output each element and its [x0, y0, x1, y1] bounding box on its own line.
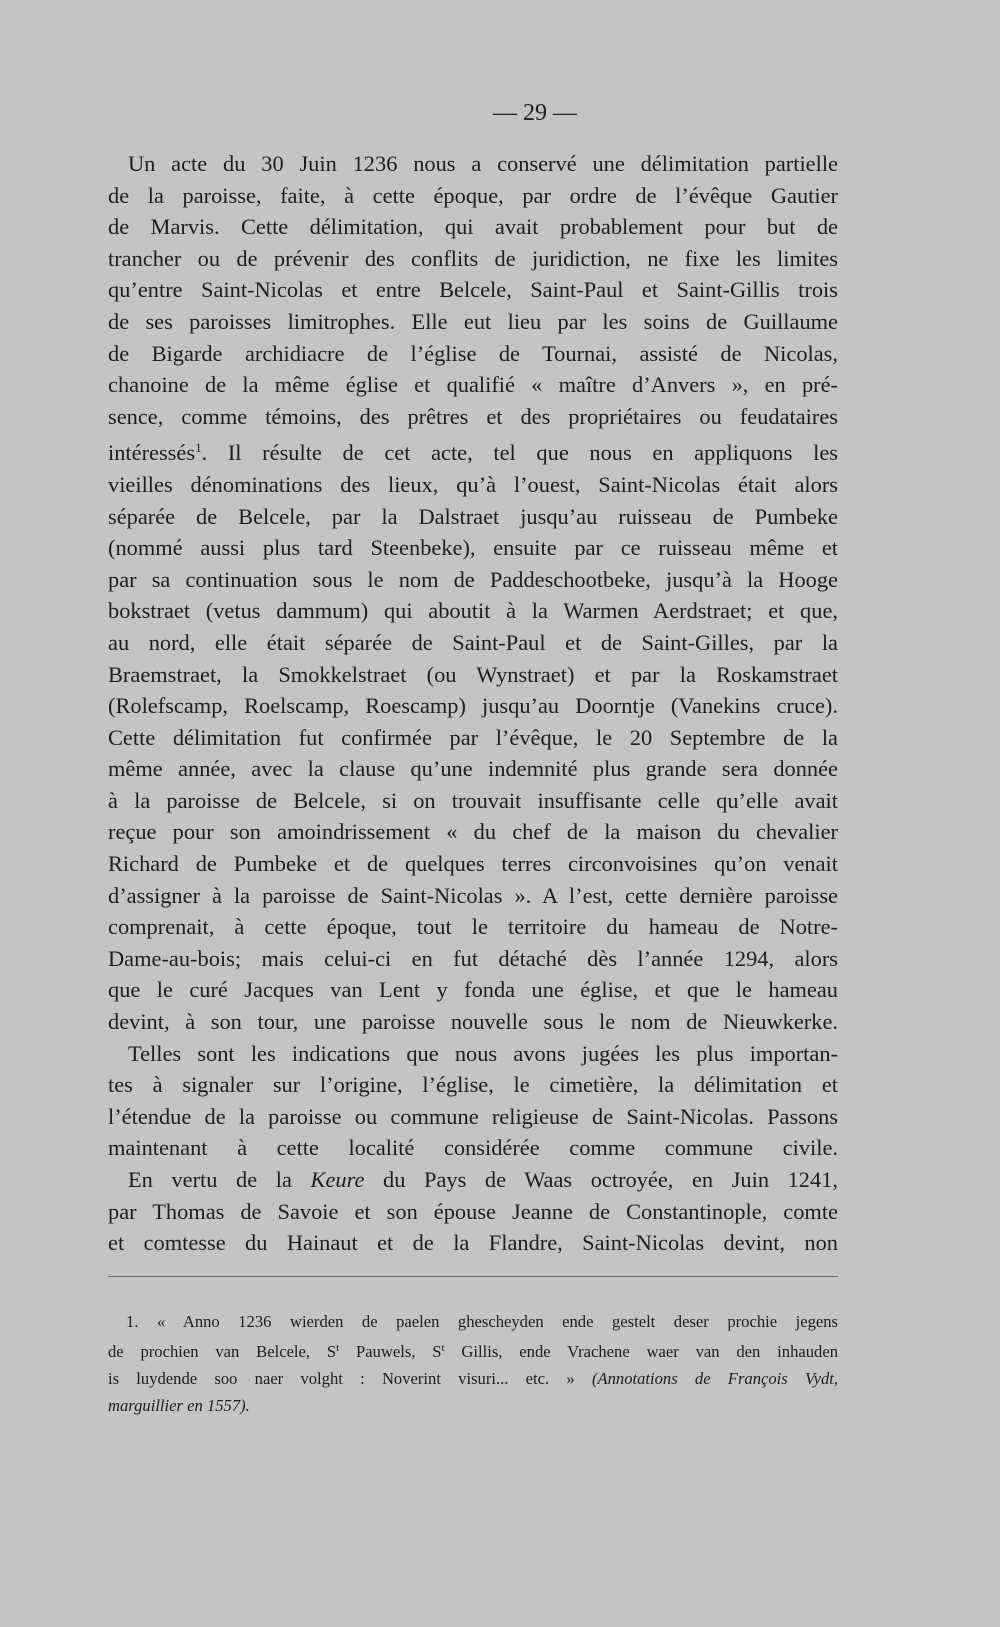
- body-line-10a: intéressés: [108, 440, 196, 466]
- footnote-line-2: [108, 1335, 838, 1365]
- body-line-12: séparée de Belcele, par la Dalstraet jusqu’au ruisseau de Pumbeke: [108, 503, 838, 529]
- body-line-30: tes à signaler sur l’origine, l’église, le cimetière, la délimitation et: [108, 1072, 838, 1098]
- body-line-22: reçue pour son amoindrissement « du chef de la maison du chevalier: [108, 819, 838, 845]
- body-line-18: (Rolefscamp, Roelscamp, Roescamp) jusqu’au Doorntje (Vanekins cruce).: [108, 693, 838, 719]
- body-line-32: maintenant à cette localité considérée comme commune civile.: [108, 1135, 838, 1161]
- body-line-11: vieilles dénominations des lieux, qu’à l’ouest, Saint-Nicolas était alors: [108, 471, 838, 497]
- footnote-line-3b: (Annotations de François Vydt,: [591, 1369, 838, 1388]
- body-line-31: l’étendue de la paroisse ou commune religieuse de Saint-Nicolas. Passons: [108, 1103, 838, 1129]
- body-line-1: Un acte du 30 Juin 1236 nous a conservé une délimitation partielle: [128, 151, 838, 176]
- body-line-16: au nord, elle était séparée de Saint-Paul et de Saint-Gilles, par la: [108, 629, 838, 655]
- body-line-23: Richard de Pumbeke et de quelques terres circonvoisines qu’on venait: [108, 851, 838, 877]
- body-line-3: de Marvis. Cette délimitation, qui avait probablement pour but de: [108, 214, 838, 240]
- body-line-29: Telles sont les indications que nous avons jugées les plus importan-: [128, 1040, 838, 1066]
- footnote-sup-1: t: [336, 1342, 340, 1354]
- body-line-13: (nommé aussi plus tard Steenbeke), ensuite par ce ruisseau même et: [108, 535, 838, 561]
- body-line-8: chanoine de la même église et qualifié « maître d’Anvers », en pré-: [108, 372, 838, 398]
- footnote-line-4: marguillier en 1557).: [108, 1396, 250, 1415]
- footnote-sup-2: t: [441, 1342, 445, 1354]
- body-line-10b: . Il résulte de cet acte, tel que nous en appliquons les: [201, 440, 838, 466]
- body-line-26: Dame-au-bois; mais celui-ci en fut détaché dès l’année 1294, alors: [108, 945, 838, 971]
- body-line-24: d’assigner à la paroisse de Saint-Nicolas ». A l’est, cette dernière paroisse: [108, 882, 838, 908]
- body-line-10: [108, 432, 838, 469]
- body-line-35: et comtesse du Hainaut et de la Flandre, Saint-Nicolas devint, non: [108, 1230, 838, 1256]
- body-line-33b: du Pays de Waas octroyée, en Juin 1241,: [383, 1167, 838, 1192]
- body-line-17: Braemstraet, la Smokkelstraet (ou Wynstraet) et par la Roskamstraet: [108, 661, 838, 687]
- footnote-line-2c: Gillis, ende Vrachene waer van den inhauden: [444, 1342, 838, 1361]
- footnote-line-2b: Pauwels, S: [339, 1342, 442, 1361]
- body-line-9: sence, comme témoins, des prêtres et des propriétaires ou feudataires: [108, 403, 838, 429]
- body-line-25: comprenait, à cette époque, tout le territoire du hameau de Notre-: [108, 914, 838, 940]
- body-line-34: par Thomas de Savoie et son épouse Jeanne de Constantinople, comte: [108, 1198, 838, 1224]
- footnote-line-3: [108, 1365, 838, 1392]
- body-line-20: même année, avec la clause qu’une indemnité plus grande sera donnée: [108, 756, 838, 782]
- body-line-28: devint, à son tour, une paroisse nouvelle sous le nom de Nieuwkerke.: [108, 1009, 838, 1035]
- footnote-line-1: 1. « Anno 1236 wierden de paelen ghescheyden ende gestelt deser prochie jegens: [126, 1312, 838, 1331]
- body-line-19: Cette délimitation fut confirmée par l’évêque, le 20 Septembre de la: [108, 724, 838, 750]
- body-line-5: qu’entre Saint-Nicolas et entre Belcele, Saint-Paul et Saint-Gillis trois: [108, 277, 838, 303]
- body-line-27: que le curé Jacques van Lent y fonda une église, et que le hameau: [108, 977, 838, 1003]
- footnote: [108, 1308, 838, 1419]
- body-line-14: par sa continuation sous le nom de Paddeschootbeke, jusqu’à la Hooge: [108, 566, 838, 592]
- footnote-divider: [108, 1276, 838, 1277]
- page-number: — 29 —: [493, 100, 577, 126]
- keure-italic: Keure: [310, 1167, 365, 1192]
- body-line-4: trancher ou de prévenir des conflits de juridiction, ne fixe les limites: [108, 245, 838, 271]
- footnote-line-2a: de prochien van Belcele, S: [108, 1342, 337, 1361]
- body-line-33: [108, 1164, 838, 1196]
- footnote-line-3a: is luydende soo naer volght : Noverint visuri... etc. »: [108, 1369, 575, 1388]
- body-line-15: bokstraet (vetus dammum) qui aboutit à la Warmen Aerdstraet; et que,: [108, 598, 838, 624]
- body-text: [108, 148, 838, 1259]
- footnote-ref-1: 1: [195, 440, 202, 456]
- body-line-6: de ses paroisses limitrophes. Elle eut lieu par les soins de Guillaume: [108, 308, 838, 334]
- body-line-21: à la paroisse de Belcele, si on trouvait insuffisante celle qu’elle avait: [108, 787, 838, 813]
- body-line-33a: En vertu de la: [128, 1167, 292, 1192]
- body-line-2: de la paroisse, faite, à cette époque, par ordre de l’évêque Gautier: [108, 182, 838, 208]
- body-line-7: de Bigarde archidiacre de l’église de Tournai, assisté de Nicolas,: [108, 340, 838, 366]
